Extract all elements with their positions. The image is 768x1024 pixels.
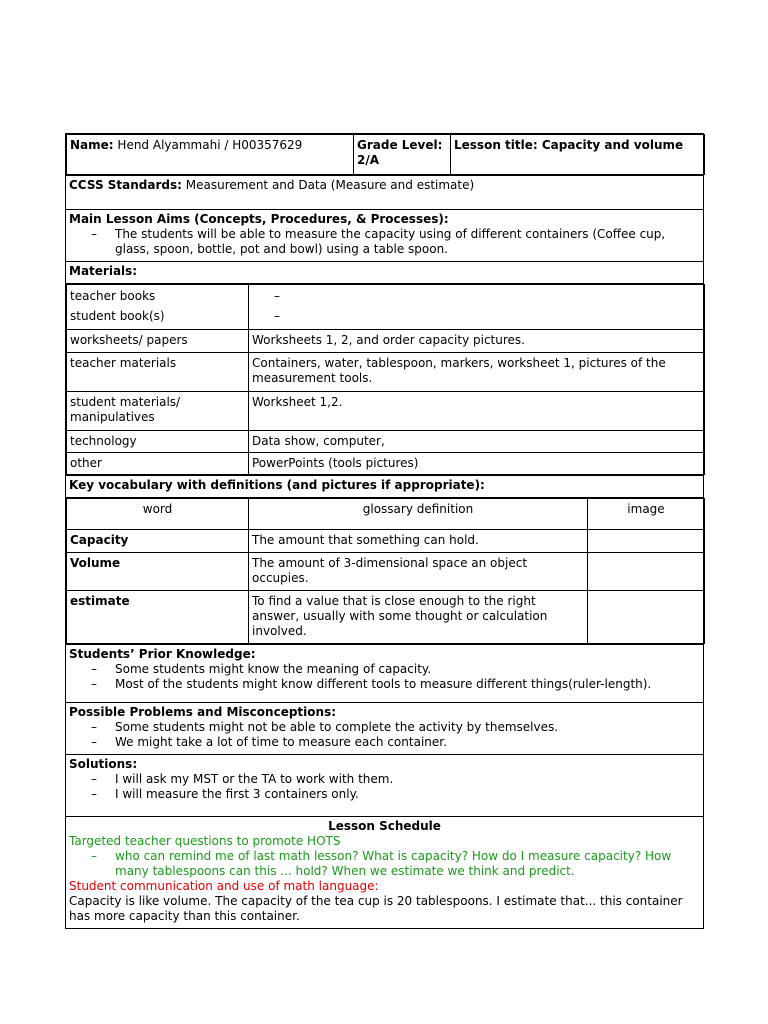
header-row xyxy=(66,134,704,176)
prior-knowledge-row xyxy=(66,645,704,703)
materials-row: technology Data show, computer, xyxy=(67,431,705,453)
materials-row: teacher books student book(s) – – xyxy=(67,285,705,330)
hots-item: – who can remind me of last math lesson? What is capacity? How do I measure capacity? How many tablespoons can this ... hold? When we estimate we think and predict. xyxy=(91,849,672,878)
ccss-value: Measurement and Data (Measure and estimate) xyxy=(185,178,475,192)
problems-label: Possible Problems and Misconceptions: xyxy=(69,705,337,719)
list-item: – I will ask my MST or the TA to work with them. xyxy=(91,772,394,786)
list-item: – Some students might know the meaning of capacity. xyxy=(91,662,432,676)
materials-row: student materials/ manipulatives Worksheet 1,2. xyxy=(67,392,705,431)
list-item: – Some students might not be able to complete the activity by themselves. xyxy=(91,720,559,734)
vocab-header-row: word glossary definition image xyxy=(67,499,705,530)
comm-text: Capacity is like volume. The capacity of the tea cup is 20 tablespoons. I estimate that... this container has more capacity than this container. xyxy=(69,894,683,923)
aims-row xyxy=(66,210,704,262)
name-label: Name: xyxy=(70,138,114,152)
prior-label: Students’ Prior Knowledge: xyxy=(69,647,256,661)
grade-label: Grade Level: 2/A xyxy=(357,138,443,167)
vocab-table xyxy=(66,498,705,644)
hots-heading: Targeted teacher questions to promote HOTS xyxy=(69,834,341,848)
vocab-row: Capacity The amount that something can hold. xyxy=(67,530,705,553)
comm-heading: Student communication and use of math language: xyxy=(69,879,379,893)
lesson-title: Lesson title: Capacity and volume xyxy=(454,138,684,152)
aims-label: Main Lesson Aims (Concepts, Procedures, & Processes): xyxy=(69,212,449,226)
vocab-row: Volume The amount of 3-dimensional space an object occupies. xyxy=(67,553,705,591)
vocab-image-cell xyxy=(588,553,705,591)
solutions-label: Solutions: xyxy=(69,757,138,771)
materials-row: teacher materials Containers, water, tablespoon, markers, worksheet 1, pictures of the measurement tools. xyxy=(67,353,705,392)
lesson-schedule-row xyxy=(66,817,704,929)
ccss-label: CCSS Standards: xyxy=(69,178,182,192)
lesson-plan-table xyxy=(65,133,704,929)
solutions-row xyxy=(66,755,704,817)
name-value: Hend Alyammahi / H00357629 xyxy=(117,138,303,152)
ccss-row xyxy=(66,176,704,210)
materials-table-row xyxy=(66,284,704,476)
aims-item: – The students will be able to measure the capacity using of different containers (Coffee cup, glass, spoon, bottle, pot and bowl) using a table spoon. xyxy=(91,227,666,256)
list-item: – We might take a lot of time to measure each container. xyxy=(91,735,447,749)
name-cell xyxy=(67,135,354,175)
materials-row: other PowerPoints (tools pictures) xyxy=(67,453,705,475)
problems-row xyxy=(66,703,704,755)
vocab-image-cell xyxy=(588,591,705,644)
grade-cell xyxy=(354,135,451,175)
list-item: – I will measure the first 3 containers only. xyxy=(91,787,359,801)
vocab-table-row xyxy=(66,498,704,645)
materials-label: Materials: xyxy=(69,264,138,278)
vocab-row: estimate To find a value that is close enough to the right answer, usually with some thought or calculation involved. xyxy=(67,591,705,644)
vocab-label: Key vocabulary with definitions (and pictures if appropriate): xyxy=(69,478,485,492)
materials-table xyxy=(66,284,705,475)
lesson-title-cell xyxy=(451,135,705,175)
vocab-label-row xyxy=(66,476,704,498)
materials-label-row xyxy=(66,262,704,284)
materials-row: worksheets/ papers Worksheets 1, 2, and order capacity pictures. xyxy=(67,330,705,353)
vocab-image-cell xyxy=(588,530,705,553)
schedule-title: Lesson Schedule xyxy=(328,819,441,833)
list-item: – Most of the students might know different tools to measure different things(ruler-length). xyxy=(91,677,652,691)
